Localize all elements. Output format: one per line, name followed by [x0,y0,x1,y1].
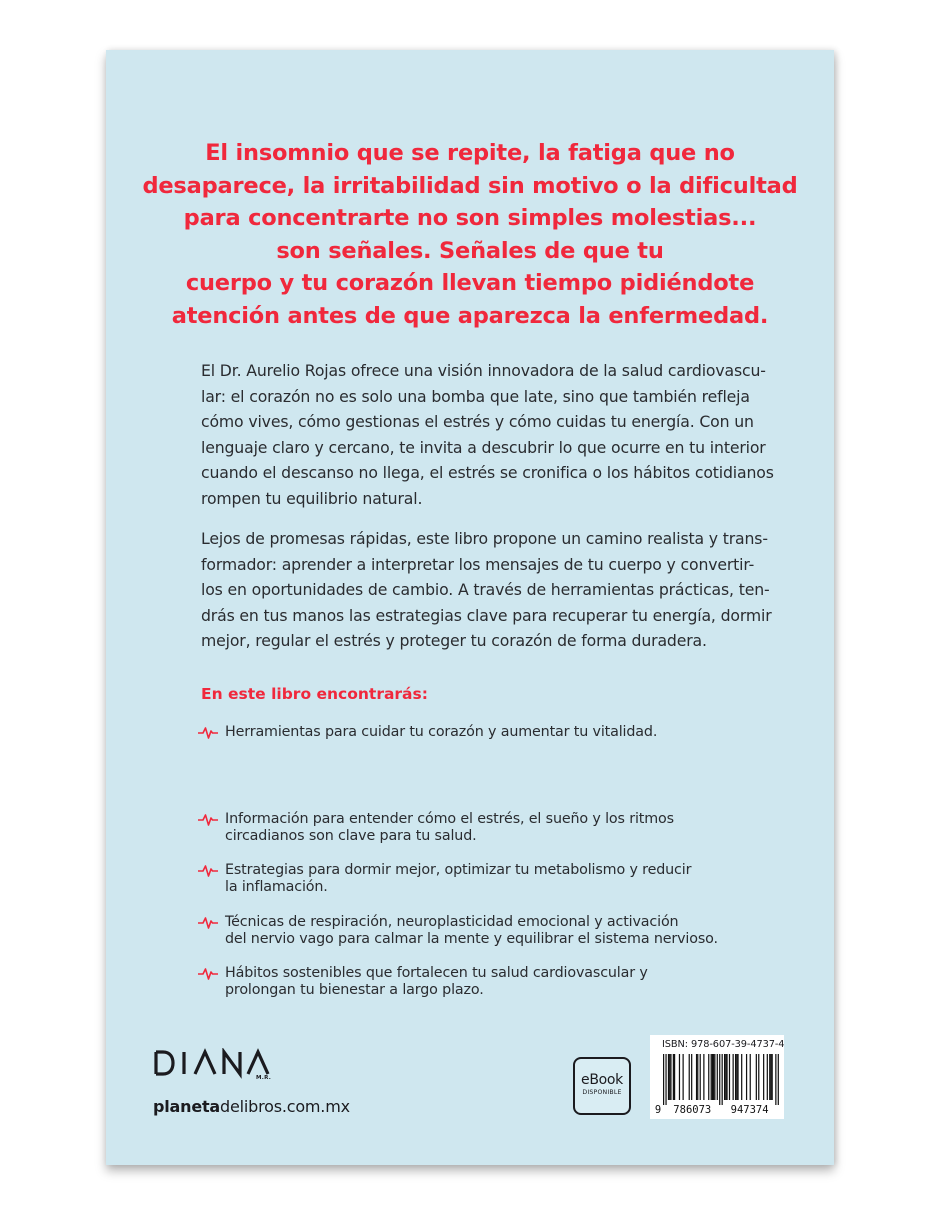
ebook-subtitle: DISPONIBLE [582,1089,622,1096]
heartbeat-pulse-icon [198,865,218,877]
barcode-bar [674,1054,675,1100]
isbn-label: ISBN: 978-607-39-4737-4 [662,1039,785,1050]
barcode-bar [708,1054,709,1100]
feature-text [225,811,745,845]
barcode-bar [733,1054,734,1100]
publisher-website[interactable] [153,1097,350,1116]
barcode-bar [725,1054,726,1100]
heartbeat-pulse-icon [198,727,218,739]
paragraph-line: lar: el corazón no es solo una bomba que late, sino que también refleja [201,386,750,406]
book-back-cover [106,50,834,1165]
ebook-available-badge [573,1057,631,1115]
barcode-bar [669,1054,670,1100]
barcode-bar [670,1054,671,1100]
heartbeat-pulse-icon [198,968,218,980]
feature-line: circadianos son clave para tu salud. [225,828,477,844]
hook-text [106,137,834,333]
barcode-bar [756,1054,757,1100]
paragraph-line: Lejos de promesas rápidas, este libro propone un camino realista y trans- [201,529,768,548]
paragraph-line: los en oportunidades de cambio. A través de herramientas prácticas, ten- [201,580,770,599]
hook-line: son señales. Señales de que tu [276,237,664,264]
feature-line: la inflamación. [225,879,328,895]
barcode-bar [700,1054,701,1100]
paragraph-line: El Dr. Aurelio Rojas ofrece una visión innovadora de la salud cardiovascu- [201,361,766,380]
trademark-mark: M.R. [256,1075,272,1081]
barcode-bar [696,1054,697,1100]
heartbeat-pulse-icon [198,917,218,929]
hook-line: El insomnio que se repite, la fatiga que no [205,140,735,166]
barcode-bar [691,1054,692,1100]
diana-publisher-logo [153,1048,273,1088]
feature-line: prolongan tu bienestar a largo plazo. [225,982,484,998]
barcode-bar [724,1054,725,1100]
barcode-bar [663,1054,664,1105]
feature-line: Estrategias para dormir mejor, optimizar tu metabolismo y reducir [225,862,692,878]
barcode-bar [714,1054,715,1100]
website-middle-part: delibros [220,1097,282,1116]
website-suffix: .com.mx [281,1097,350,1116]
barcode-bar [726,1054,727,1100]
barcode-bar [722,1054,723,1105]
barcode-bar [737,1054,738,1100]
description-paragraph-1 [201,358,774,511]
heartbeat-pulse-icon [198,814,218,826]
barcode-bar [769,1054,770,1100]
barcode-bar [741,1054,742,1100]
hook-line: atención antes de que aparezca la enfermedad. [171,302,769,329]
barcode-bar [758,1054,759,1100]
barcode-bar [679,1054,680,1100]
barcode-bar [683,1054,684,1100]
paragraph-line: cómo vives, cómo gestionas el estrés y cómo cuidas tu energía. Con un [201,412,754,431]
paragraph-line: drás en tus manos las estrategias clave para recuperar tu energía, dormir [201,605,772,625]
barcode-digits: 9 [654,1104,662,1116]
feature-line: Técnicas de respiración, neuroplasticidad emocional y activación [225,914,679,930]
barcode-digits: 947374 [730,1104,769,1116]
hook-line: desaparece, la irritabilidad sin motivo o la dificultad [142,172,798,199]
barcode-digits: 786073 [673,1104,712,1116]
barcode-bar [736,1054,737,1100]
feature-line: del nervio vago para calmar la mente y equilibrar el sistema nervioso. [225,931,718,947]
feature-line: Información para entender cómo el estrés, el sueño y los ritmos [225,811,674,827]
barcode-bar [689,1054,690,1100]
paragraph-line: formador: aprender a interpretar los mensajes de tu cuerpo y convertir- [201,554,755,574]
barcode-bar [775,1054,776,1105]
ebook-title: eBook [581,1072,623,1088]
barcode-bar [697,1054,698,1100]
paragraph-line: lenguaje claro y cercano, te invita a descubrir lo que ocurre en tu interior [201,437,766,457]
barcode-bar [713,1054,714,1100]
paragraph-line: mejor, regular el estrés y proteger tu corazón de forma duradera. [201,631,707,650]
features-heading: En este libro encontrarás: [201,685,428,703]
barcode-bar [735,1054,736,1100]
barcode-bar [778,1054,779,1105]
feature-text [225,862,745,896]
website-bold-part: planeta [153,1097,221,1116]
barcode-bar [746,1054,747,1100]
hook-line: para concentrarte no son simples molestias... [183,205,757,232]
barcode [654,1054,782,1116]
feature-line: Hábitos sostenibles que fortalecen tu salud cardiovascular y [225,965,648,981]
description-paragraph-2 [201,526,772,654]
isbn-barcode-box [650,1035,784,1119]
barcode-bar [767,1054,768,1100]
barcode-bar [770,1054,771,1100]
feature-text [225,965,745,999]
paragraph-line: cuando el descanso no llega, el estrés se cronifica o los hábitos cotidianos [201,463,774,482]
barcode-bar [729,1054,730,1100]
barcode-bar [772,1054,773,1100]
barcode-bar [665,1054,666,1105]
feature-text [225,914,745,948]
barcode-bar [703,1054,704,1100]
feature-line: Herramientas para cuidar tu corazón y aumentar tu vitalidad. [225,724,658,740]
barcode-bar [763,1054,764,1100]
paragraph-line: rompen tu equilibrio natural. [201,488,423,508]
barcode-bar [711,1054,712,1100]
hook-line: cuerpo y tu corazón llevan tiempo pidiéndote [185,270,755,297]
barcode-bar [673,1054,674,1100]
barcode-bar [719,1054,720,1105]
barcode-bar [668,1054,669,1100]
feature-text [225,724,745,741]
barcode-bar [712,1054,713,1100]
barcode-bar [750,1054,751,1100]
barcode-bar [717,1054,718,1100]
